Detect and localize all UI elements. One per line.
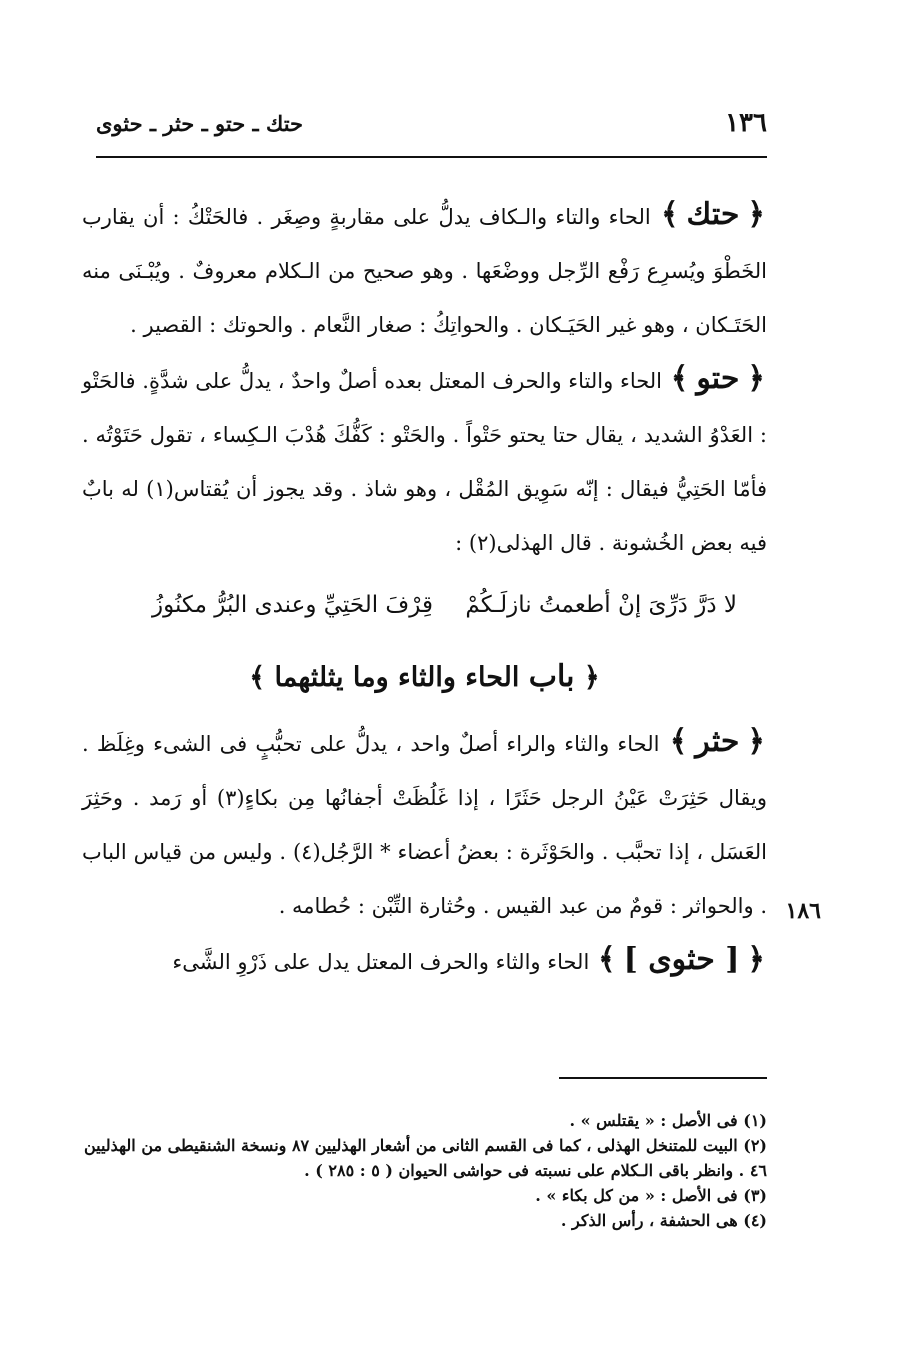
entry-headword: حثر	[695, 724, 740, 759]
entry-hatk	[82, 188, 767, 352]
footnotes	[82, 1108, 767, 1233]
verse-second-hemistich: قِرْفَ الحَتِيِّ وعندى البُرُّ مكنُوزُ	[152, 592, 433, 618]
footnote-3: (٣) فى الأصل : « من كل بكاء » .	[535, 1186, 767, 1205]
chapter-heading	[82, 642, 767, 713]
entry-text: الحاء والثاء والراء أصلٌ واحد ، يدلُّ على تحبُّبٍ فى الشىء وغِلَظ . ويقال حَثِرَتْ عَيْنُ الرجل حَثَرًا ، إذا غَلُظَتْ أجفانُها مِن بكاءٍ(٣) أو رَمد . وحَثِرَ العَسَل ، إذا تحبَّب . والحَوْثَرة : بعضُ أعضاء * الرَّجُل(٤) . وليس من قياس الباب . والحواثر : قومٌ من عبد القيس . وحُثارة التِّبْن : حُطامه .	[82, 732, 767, 918]
entry-hathwa	[82, 933, 767, 989]
chapter-bab: باب	[528, 659, 575, 694]
page-body	[82, 188, 767, 989]
entry-bracket-open: ﴿	[747, 361, 765, 396]
running-title: حتك ـ حتو ـ حثر ـ حثوى	[96, 111, 304, 136]
entry-headword: [ حثوى ]	[623, 942, 740, 977]
page-header	[96, 108, 767, 138]
entry-bracket-close: ﴾	[660, 197, 679, 232]
entry-bracket-open: ﴿	[747, 942, 765, 977]
entry-headword: حتو	[696, 361, 740, 396]
footnote-2: (٢) البيت للمتنخل الهذلى ، كما فى القسم الثانى من أشعار الهذليين ٨٧ ونسخة الشنقيطى من الهذليين ٤٦ . وانظر باقى الـكلام على نسبته فى حواشى الحيوان ( ٥ : ٢٨٥ ) .	[83, 1136, 767, 1180]
entry-hatw	[82, 352, 767, 570]
entry-text: الحاء والتاء والـكاف يدلُّ على مقاربةٍ وصِغَر . فالحَتْكُ : أن يقارب الخَطْوَ ويُسرِع رَفْع الرِّجل ووضْعَها . وهو صحيح من الـكلام معروفٌ . ويُبْـنَى منه الحَتَـكان ، وهو غير الحَيَـكان . والحواتِكُ : صغار النَّعام . والحوتك : القصير .	[82, 205, 767, 337]
entry-bracket-close: ﴾	[669, 724, 688, 759]
entry-bracket-close: ﴾	[597, 942, 616, 977]
entry-text: الحاء والتاء والحرف المعتل بعده أصلٌ واحدٌ ، يدلُّ على شدَّةٍ. فالحَتْو : العَدْوُ الشديد ، يقال حتا يحتو حَتْواً . والحَتْو : كَفُّكَ هُدْبَ الـكِساء ، تقول حَتَوْتُه . فأمّا الحَتِيُّ فيقال : إنّه سَوِيق المُقْل ، وهو شاذ . وقد يجوز أن يُقتاس(١) له بابٌ فيه بعض الخُشونة . قال الهذلى(٢) :	[82, 369, 768, 555]
verse-first-hemistich: لا دَرَّ دَرِّىَ إنْ أطعمتُ نازلَـكُمْ	[465, 592, 737, 618]
header-rule	[96, 156, 767, 158]
page-number: ١٣٦	[725, 108, 767, 138]
footnote-4: (٤) هى الحشفة ، رأس الذكر .	[560, 1211, 767, 1230]
poetry-verse	[82, 570, 767, 638]
margin-folio-number: ١٨٦	[785, 898, 821, 924]
entry-bracket-close: ﴾	[670, 361, 689, 396]
footnote-rule	[559, 1077, 767, 1079]
entry-bracket-open: ﴿	[747, 197, 765, 232]
footnote-1: (١) فى الأصل : « يقتلس » .	[569, 1111, 767, 1130]
entry-headword: حتك	[686, 197, 740, 232]
chapter-title: الحاء والثاء وما يثلثهما	[274, 662, 520, 693]
chapter-bracket-open: ﴿	[583, 662, 600, 693]
entry-hathr	[82, 715, 767, 933]
entry-text: الحاء والثاء والحرف المعتل يدل على ذَرْوِ الشَّىء	[172, 950, 590, 974]
chapter-bracket-close: ﴾	[249, 662, 266, 693]
entry-bracket-open: ﴿	[747, 724, 765, 759]
